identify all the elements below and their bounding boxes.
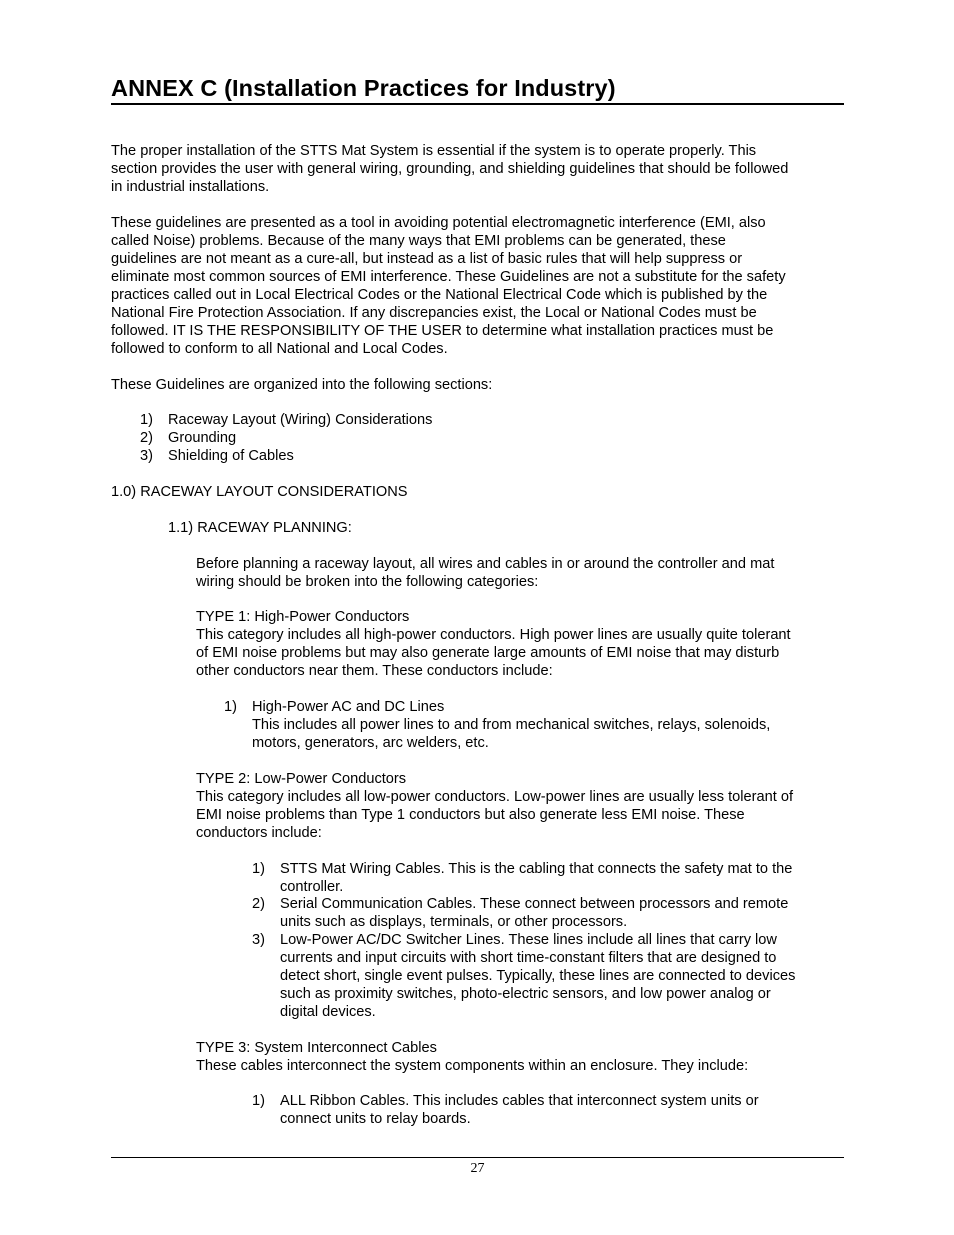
- list-text: [280, 895, 844, 931]
- page-number: 27: [470, 1161, 485, 1176]
- type3-heading: TYPE 3: System Interconnect Cables: [196, 1040, 437, 1056]
- text-line: followed to conform to all National and Local Codes.: [111, 341, 448, 357]
- list-item: [111, 447, 844, 465]
- text-line: conductors include:: [196, 825, 322, 841]
- text-line: wiring should be broken into the following categories:: [196, 574, 539, 590]
- list-number: 1): [224, 699, 237, 715]
- section-heading-1-1: 1.1) RACEWAY PLANNING:: [168, 520, 352, 536]
- sections-intro: These Guidelines are organized into the following sections:: [111, 377, 493, 393]
- type3-list: [111, 1092, 844, 1128]
- list-text: [280, 860, 844, 896]
- list-text: Shielding of Cables: [168, 448, 294, 464]
- text-line: motors, generators, arc welders, etc.: [252, 735, 489, 751]
- type1-heading: TYPE 1: High-Power Conductors: [196, 609, 410, 625]
- text-line: section provides the user with general wiring, grounding, and shielding guidelines that should be followed: [111, 161, 789, 177]
- section-heading-1-0: 1.0) RACEWAY LAYOUT CONSIDERATIONS: [111, 484, 408, 500]
- list-text: [280, 1092, 844, 1128]
- type2-heading: TYPE 2: Low-Power Conductors: [196, 771, 407, 787]
- text-line: digital devices.: [280, 1004, 376, 1020]
- text-line: called Noise) problems. Because of the many ways that EMI problems can be generated, these: [111, 233, 726, 249]
- text-line: This category includes all low-power conductors. Low-power lines are usually less tolerant of: [196, 789, 794, 805]
- list-item: [111, 931, 844, 1021]
- document-page: [111, 0, 844, 1235]
- intro-paragraph-1: [111, 142, 844, 196]
- page-title: ANNEX C (Installation Practices for Industry): [111, 74, 844, 105]
- text-line: such as proximity switches, photo-electric sensors, and low power analog or: [280, 986, 771, 1002]
- text-line: controller.: [280, 879, 344, 895]
- text-line: guidelines are not meant as a cure-all, but instead as a list of basic rules that will help suppress or: [111, 251, 743, 267]
- type2-list: [111, 860, 844, 1022]
- list-item: [111, 860, 844, 896]
- planning-paragraph: [196, 555, 844, 591]
- list-number: 3): [140, 448, 153, 464]
- list-number: 1): [140, 412, 153, 428]
- text-line: of EMI noise problems but may also generate large amounts of EMI noise that may disturb: [196, 645, 780, 661]
- footer-divider: [111, 1157, 844, 1158]
- text-line: practices called out in Local Electrical Codes or the National Electrical Code which is published by the: [111, 287, 768, 303]
- text-line: units such as displays, terminals, or other processors.: [280, 914, 628, 930]
- type1-block: [196, 608, 844, 680]
- text-line: ALL Ribbon Cables. This includes cables that interconnect system units or: [280, 1093, 759, 1109]
- list-number: 1): [252, 861, 265, 877]
- text-line: detect short, single event pulses. Typically, these lines are connected to devices: [280, 968, 796, 984]
- type3-block: [196, 1039, 844, 1075]
- intro-paragraph-2: [111, 214, 844, 358]
- text-line: These guidelines are presented as a tool in avoiding potential electromagnetic interference (EMI, also: [111, 215, 766, 231]
- text-line: other conductors near them. These conductors include:: [196, 663, 553, 679]
- list-text: [280, 931, 844, 1021]
- list-number: 1): [252, 1093, 265, 1109]
- list-item: [111, 895, 844, 931]
- text-line: The proper installation of the STTS Mat System is essential if the system is to operate properly. This: [111, 143, 757, 159]
- text-line: connect units to relay boards.: [280, 1111, 471, 1127]
- text-line: currents and input circuits with short time-constant filters that are designed to: [280, 950, 777, 966]
- sections-list: [111, 411, 844, 465]
- text-line: This category includes all high-power conductors. High power lines are usually quite tolerant: [196, 627, 791, 643]
- list-number: 3): [252, 932, 265, 948]
- text-line: eliminate most common sources of EMI interference. These Guidelines are not a substitute for the safety: [111, 269, 786, 285]
- text-line: High-Power AC and DC Lines: [252, 699, 445, 715]
- text-line: This includes all power lines to and from mechanical switches, relays, solenoids,: [252, 717, 771, 733]
- list-item: [111, 429, 844, 447]
- list-item: [111, 411, 844, 429]
- text-line: followed. IT IS THE RESPONSIBILITY OF THE USER to determine what installation practices must be: [111, 323, 774, 339]
- list-number: 2): [252, 896, 265, 912]
- text-line: Low-Power AC/DC Switcher Lines. These lines include all lines that carry low: [280, 932, 777, 948]
- list-text: Grounding: [168, 430, 237, 446]
- text-line: in industrial installations.: [111, 179, 270, 195]
- text-line: These cables interconnect the system components within an enclosure. They include:: [196, 1058, 749, 1074]
- text-line: Before planning a raceway layout, all wires and cables in or around the controller and mat: [196, 556, 775, 572]
- text-line: EMI noise problems than Type 1 conductors but also generate less EMI noise. These: [196, 807, 745, 823]
- text-line: Serial Communication Cables. These connect between processors and remote: [280, 896, 789, 912]
- type1-list: [111, 698, 844, 752]
- text-line: National Fire Protection Association. If any discrepancies exist, the Local or National Codes must be: [111, 305, 757, 321]
- type2-block: [196, 770, 844, 842]
- text-line: STTS Mat Wiring Cables. This is the cabling that connects the safety mat to the: [280, 861, 793, 877]
- list-number: 2): [140, 430, 153, 446]
- list-text: Raceway Layout (Wiring) Considerations: [168, 412, 433, 428]
- list-text: [252, 698, 844, 752]
